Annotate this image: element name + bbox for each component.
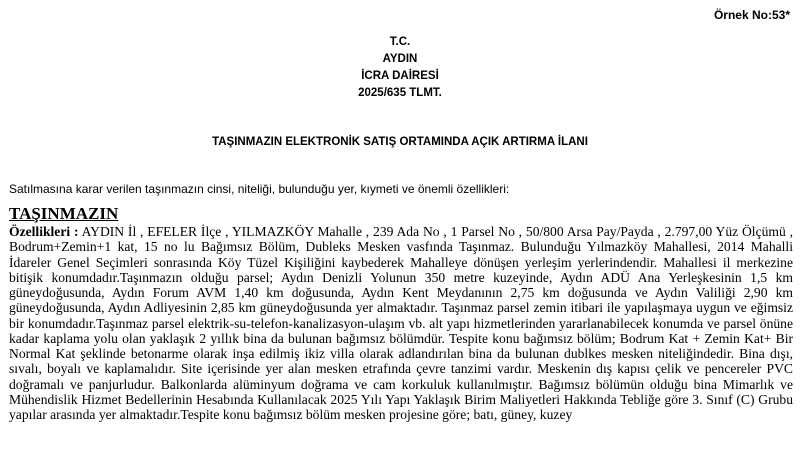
- header-line-office: İCRA DAİRESİ: [361, 70, 439, 82]
- section-heading: TAŞINMAZIN: [9, 204, 119, 223]
- features-text: AYDIN İl , EFELER İlçe , YILMAZKÖY Mahalle , 239 Ada No , 1 Parsel No , 50/800 Arsa Pay/Payda , 2.797,00 Yüz Ölçümü , Bodrum+Zemin+1 kat, 15 no lu Bağımsız Bölüm, Dubleks Mesken vasfında Taşınmaz. Bulunduğu Yılmazköy Mahallesi, 2014 Mahalli İdareler Genel Seçimleri sonrasında Köy Tüzel Kişiliğini kaybederek Mahalleye dönüşen yerleşim yerlerindendir. Mahallesi il merkezine bitişik konumdadır.Taşınmazın olduğu parsel; Aydın Denizli Yolunun 350 metre kuzeyinde, Aydın ADÜ Ana Yerleşkesinin 1,5 km güneydoğusunda, Aydın Forum AVM 1,40 km doğusunda, Aydın Kent Meydanının 2,75 km doğusunda ve Aydın Valiliği 2,90 km güneydoğusunda, Aydın Adliyesinin 2,85 km güneydoğusunda yer almaktadır. Taşınmaz parsel zemin itibari ile yapılaşmaya uygun ve eğimsiz bir konumdadır.Taşınmaz parsel elektrik-su-telefon-kanalizasyon-ulaşım vb. alt yapı hizmetlerinden yararlanabilecek konumda ve parsel önüne kadar kaplama yolu olan yaklaşık 2 yıllık bina da bulunan bağımsız bölümdür. Tespite konu bağımsız bölüm; Bodrum Kat + Zemin Kat+ Bir Normal Kat şeklinde betonarme olarak inşa edilmiş ikiz villa olarak adlandırılan bina da bulunan dublkes mesken niteliğindedir. Bina dışı, sıvalı, boyalı ve kaplamalıdır. Site içerisinde yer alan mesken etrafında çevre tanzimi vardır. Meskenin dış kapısı çelik ve pencereler PVC doğramalı ve panjurludur. Balkonlarda alüminyum doğrama ve cam korkuluk kullanılmıştır. Bağımsız bölümün olduğu bina Mimarlık ve Mühendislik Hizmet Bedellerinin Hesabında Kullanılacak 2025 Yılı Yapı Yaklaşık Birim Maliyetleri Hakkında Tebliğe göre 3. Sınıf (C) Grubu yapılar arasında yer almaktadır.Tespite konu bağımsız bölüm mesken projesine göre; batı, güney, kuzey: [9, 224, 793, 422]
- header-line-tc: T.C.: [389, 36, 411, 48]
- document-header: [0, 34, 800, 102]
- features-label: Özellikleri :: [9, 224, 79, 239]
- header-line-file-number: 2025/635 TLMT.: [358, 87, 442, 99]
- features-paragraph: [9, 224, 793, 422]
- intro-text: Satılmasına karar verilen taşınmazın cinsi, niteliği, bulunduğu yer, kıymeti ve önemli özellikleri:: [9, 182, 510, 196]
- header-line-city: AYDIN: [382, 53, 418, 65]
- ornek-number: Örnek No:53*: [713, 8, 790, 22]
- document-title: TAŞINMAZIN ELEKTRONİK SATIŞ ORTAMINDA AÇIK ARTIRMA İLANI: [212, 136, 588, 148]
